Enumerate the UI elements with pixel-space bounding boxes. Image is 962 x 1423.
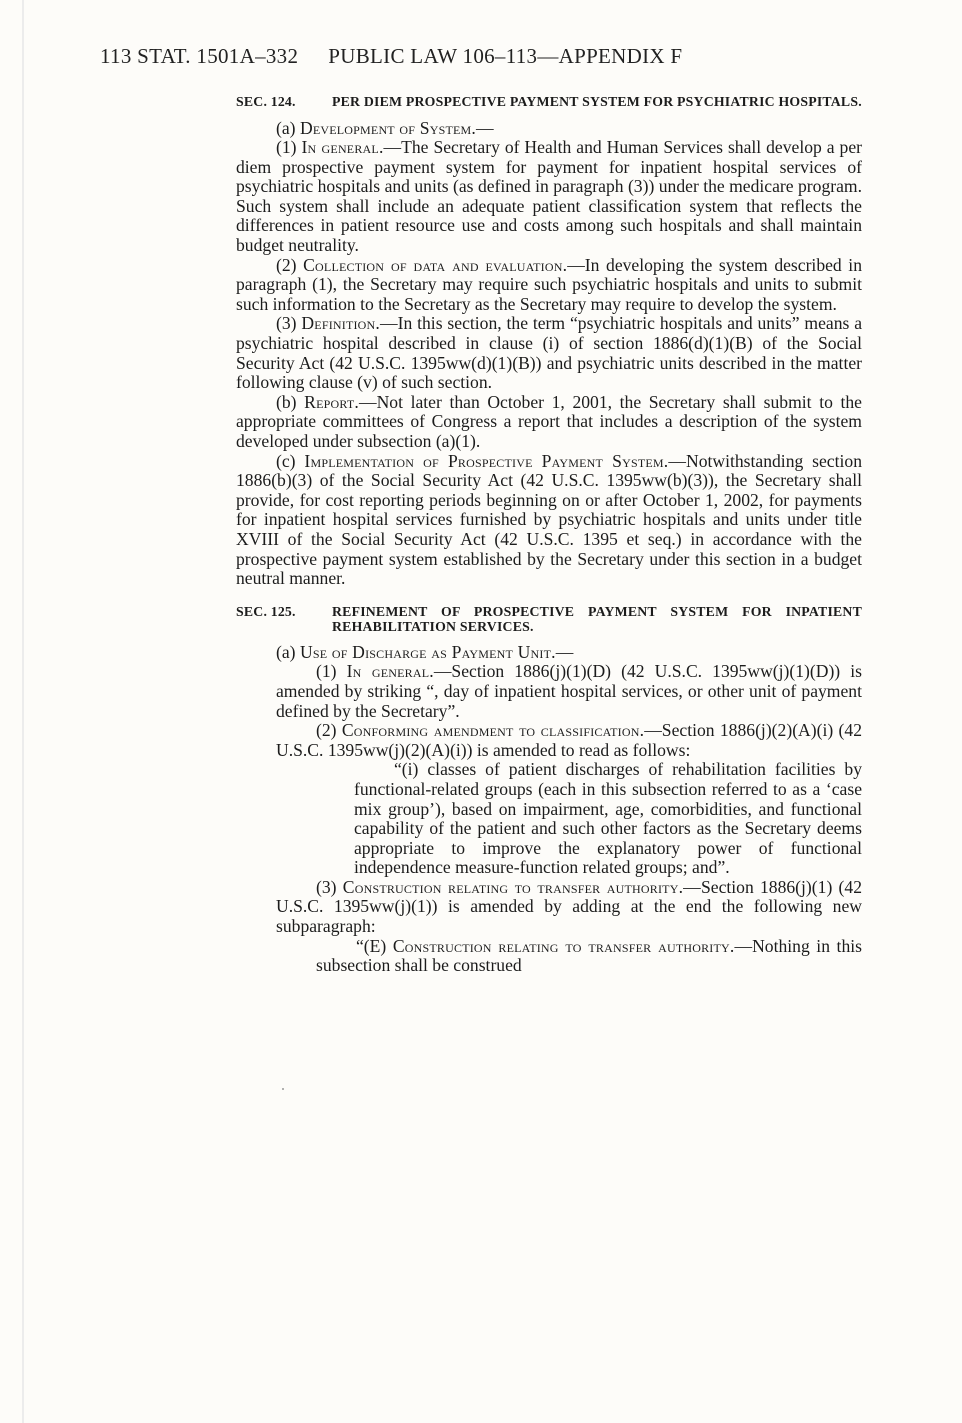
paragraph-125-a-3: (3) Construction relating to transfer authority.—Section 1886(j)(1) (42 U.S.C. 1395ww(j)(1)) is amended by adding at the end the following new subparagraph: bbox=[276, 876, 863, 937]
quoted-clause-i: “(i) classes of patient discharges of rehabilitation facilities by functional-related groups (each in this subsection referred to as a ‘case mix group’), based on impairment, age, comorbidities, and functional capability of the patient and such other factors as the Secretary deems appropriate to improve the explanatory power of functional independence measure-function related groups; and”. bbox=[354, 759, 862, 878]
running-head bbox=[100, 44, 820, 69]
scan-page-edge bbox=[22, 0, 24, 1423]
quoted-subparagraph-e: “(E) Construction relating to transfer authority.—Nothing in this subsection shall be construed bbox=[316, 935, 862, 976]
paragraph-124-a-2: (2) Collection of data and evaluation.—In developing the system described in paragraph (1), the Secretary may require such psychiatric hospitals and units to submit such information to the Secretary as the Secretary may require to develop the system. bbox=[236, 254, 862, 314]
statute-citation: 113 STAT. 1501A–332 bbox=[100, 44, 299, 68]
paragraph-125-a-1: (1) In general.—Section 1886(j)(1)(D) (42 U.S.C. 1395ww(j)(1)(D)) is amended by striking “, day of inpatient hospital services, or other unit of payment defined by the Secretary”. bbox=[276, 661, 862, 721]
subsection-125-a-heading: (a) Use of Discharge as Payment Unit.— bbox=[276, 641, 574, 662]
subsection-124-a-heading: (a) Development of System.— bbox=[276, 117, 494, 138]
section-title: REFINEMENT OF PROSPECTIVE PAYMENT SYSTEM FOR INPATIENT REHABILITATION SERVICES. bbox=[332, 603, 862, 635]
section-number: SEC. 124. bbox=[236, 94, 296, 109]
scan-speck bbox=[282, 1088, 284, 1090]
paragraph-125-a-2: (2) Conforming amendment to classification.—Section 1886(j)(2)(A)(i) (42 U.S.C. 1395ww(j)(2)(A)(i)) is amended to read as follows: bbox=[276, 720, 862, 760]
paragraph-124-a-3: (3) Definition.—In this section, the term “psychiatric hospitals and units” means a psychiatric hospital described in clause (i) of section 1886(d)(1)(B) of the Social Security Act (42 U.S.C. 1395ww(d)(1)(B)) and psychiatric units described in the matter following clause (v) of such section. bbox=[236, 313, 863, 393]
subsection-124-b: (b) Report.—Not later than October 1, 2001, the Secretary shall submit to the appropriate committees of Congress a report that includes a description of the system developed under subsection (a)(1). bbox=[236, 391, 862, 451]
law-title: PUBLIC LAW 106–113—APPENDIX F bbox=[328, 44, 683, 68]
section-title: PER DIEM PROSPECTIVE PAYMENT SYSTEM FOR PSYCHIATRIC HOSPITALS. bbox=[332, 94, 862, 109]
section-125-heading bbox=[236, 604, 862, 635]
section-124-heading bbox=[236, 94, 862, 110]
section-number: SEC. 125. bbox=[236, 603, 296, 619]
document-body bbox=[236, 94, 862, 976]
paragraph-124-a-1: (1) In general.—The Secretary of Health and Human Services shall develop a per diem prospective payment system for payment for inpatient hospital services of psychiatric hospitals and units (as defined in paragraph (3)) under the medicare program. Such system shall include an adequate patient classification system that reflects the differences in patient resource use and costs among such hospitals and shall maintain budget neutrality. bbox=[236, 137, 862, 256]
subsection-124-c: (c) Implementation of Prospective Payment System.—Notwithstanding section 1886(b)(3) of the Social Security Act (42 U.S.C. 1395ww(b)(3)), the Secretary shall provide, for cost reporting periods beginning on or after October 1, 2002, for payments for inpatient hospital services furnished by psychiatric hospitals and units under title XVIII of the Social Security Act (42 U.S.C. 1395 et seq.) in accordance with the prospective payment system established by the Secretary under this section in a budget neutral manner. bbox=[236, 450, 862, 589]
